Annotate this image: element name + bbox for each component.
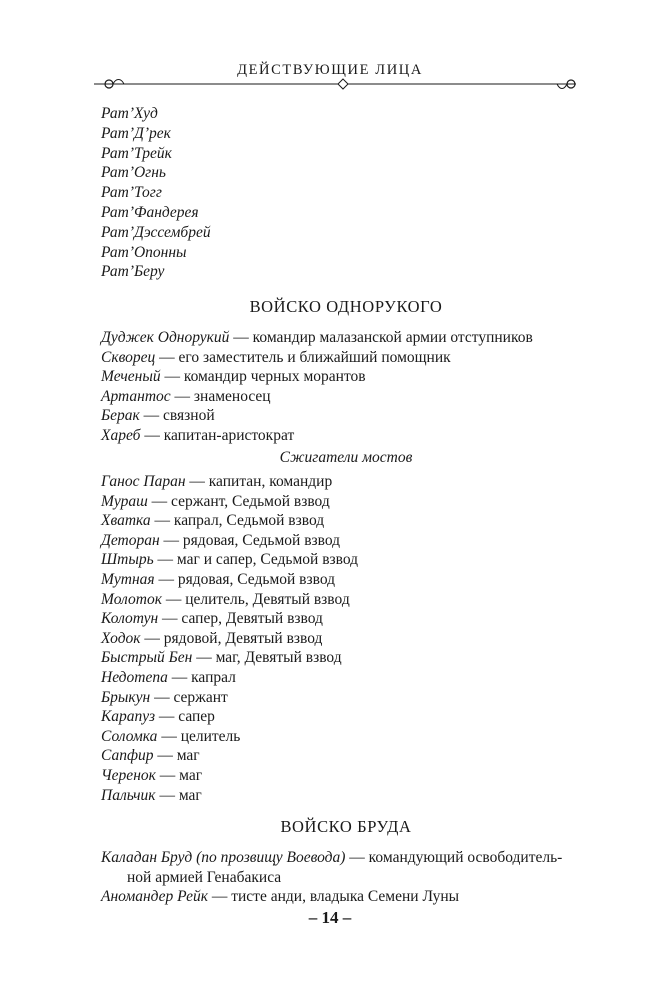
entry-name: Соломка bbox=[101, 727, 158, 745]
list-item bbox=[101, 668, 591, 688]
entry-desc: — знаменосец bbox=[170, 387, 271, 405]
list-item bbox=[101, 387, 591, 407]
entry-name: Мутная bbox=[101, 570, 155, 588]
entry-desc: — капитан, командир bbox=[185, 473, 333, 490]
subsection-title-bridgeburners: Сжигатели мостов bbox=[279, 449, 413, 466]
list-item bbox=[101, 766, 591, 786]
entry-desc: — маг, Девятый взвод bbox=[192, 649, 342, 667]
entry-name: Сапфир bbox=[101, 747, 154, 765]
entry-desc: — сапер, Девятый взвод bbox=[158, 610, 323, 628]
list-item bbox=[101, 348, 591, 368]
list-item bbox=[101, 590, 591, 610]
entry-name: Скворец bbox=[101, 348, 156, 366]
entry-name: Быстрый Бен bbox=[101, 649, 193, 667]
list-item bbox=[101, 609, 591, 629]
entry-desc: — рядовая, Седьмой взвод bbox=[159, 531, 341, 549]
list-item bbox=[101, 511, 591, 531]
onearm-entries bbox=[101, 328, 591, 446]
entry-desc: — целитель bbox=[157, 727, 241, 745]
entry-name: Мураш bbox=[101, 492, 148, 510]
section-title-onearm: ВОЙСКО ОДНОРУКОГО bbox=[249, 297, 443, 316]
list-item: Рат’Фандерея bbox=[101, 203, 199, 221]
entry-desc: — целитель, Девятый взвод bbox=[161, 590, 350, 608]
list-item bbox=[101, 688, 591, 708]
entry-name: Хареб bbox=[101, 426, 141, 444]
list-item: Рат’Худ bbox=[101, 105, 158, 122]
entry-desc: — маг bbox=[155, 786, 202, 804]
list-item bbox=[101, 629, 591, 649]
entry-desc: — командир черных морантов bbox=[160, 368, 366, 386]
entry-desc: — сержант bbox=[150, 688, 228, 706]
entry-desc: — рядовой, Девятый взвод bbox=[140, 629, 323, 647]
list-item bbox=[101, 550, 591, 570]
entry-name: Дуджек Однорукий bbox=[101, 329, 230, 346]
list-item: Рат’Д’рек bbox=[101, 124, 171, 142]
entry-desc: — его заместитель и ближайший помощник bbox=[155, 348, 451, 366]
list-item: Рат’Беру bbox=[101, 263, 165, 281]
list-item bbox=[101, 328, 591, 348]
entry-desc: — сапер bbox=[155, 708, 215, 726]
list-item bbox=[101, 727, 591, 747]
entry-desc: — связной bbox=[139, 407, 215, 425]
entry-name: Ходок bbox=[101, 629, 141, 647]
list-item bbox=[101, 492, 591, 512]
list-item-continuation: ной армией Генабакиса bbox=[127, 868, 282, 886]
bridgeburners-entries bbox=[101, 472, 591, 805]
entry-desc: — тисте анди, владыка Семени Луны bbox=[207, 888, 460, 906]
list-item bbox=[101, 707, 591, 727]
list-item: Рат’Тогг bbox=[101, 184, 162, 202]
entry-desc: — командир малазанской армии отступников bbox=[229, 329, 533, 346]
list-item bbox=[101, 406, 591, 426]
entry-name: Каладан Бруд (по прозвищу Воевода) bbox=[101, 849, 346, 866]
header-ornament-rule bbox=[0, 74, 660, 98]
list-item bbox=[101, 648, 591, 668]
entry-desc: — сержант, Седьмой взвод bbox=[147, 492, 330, 510]
entry-desc: — рядовая, Седьмой взвод bbox=[154, 570, 336, 588]
list-item bbox=[101, 426, 591, 446]
list-item bbox=[101, 848, 591, 868]
entry-name: Колотун bbox=[101, 610, 159, 628]
list-item bbox=[101, 746, 591, 766]
entry-desc: — командующий освободитель- bbox=[345, 849, 563, 866]
entry-desc: — капрал bbox=[167, 668, 236, 686]
list-item: Рат’Трейк bbox=[101, 144, 172, 162]
list-item bbox=[101, 570, 591, 590]
running-head: ДЕЙСТВУЮЩИЕ ЛИЦА bbox=[237, 62, 423, 78]
list-item: Рат’Опонны bbox=[101, 243, 187, 261]
list-item bbox=[101, 786, 591, 806]
entry-desc: — капрал, Седьмой взвод bbox=[150, 512, 325, 530]
entry-name: Хватка bbox=[101, 512, 151, 530]
entry-desc: — капитан-аристократ bbox=[140, 426, 295, 444]
entry-name: Деторан bbox=[101, 531, 160, 549]
entry-desc: — маг и сапер, Седьмой взвод bbox=[153, 551, 359, 569]
entry-name: Ганос Паран bbox=[101, 473, 186, 490]
center-diamond-ornament bbox=[338, 79, 348, 89]
entry-name: Берак bbox=[101, 407, 140, 425]
entry-name: Брыкун bbox=[101, 688, 151, 706]
list-item bbox=[101, 887, 591, 907]
entry-desc: — маг bbox=[155, 766, 203, 784]
entry-name: Черенок bbox=[101, 766, 156, 784]
entry-desc: — маг bbox=[153, 747, 200, 765]
rat-list bbox=[101, 104, 591, 282]
entry-name: Молоток bbox=[101, 590, 162, 608]
entry-name: Артантос bbox=[101, 387, 171, 405]
list-item bbox=[101, 531, 591, 551]
brood-entries bbox=[101, 848, 591, 907]
list-item bbox=[101, 367, 591, 387]
entry-name: Пальчик bbox=[101, 786, 156, 804]
entry-name: Аномандер Рейк bbox=[101, 888, 208, 906]
list-item bbox=[101, 472, 591, 492]
entry-name: Меченый bbox=[101, 368, 161, 386]
entry-name: Штырь bbox=[101, 551, 154, 569]
list-item: Рат’Дэссембрей bbox=[101, 223, 211, 241]
list-item: Рат’Огнь bbox=[101, 164, 166, 182]
page-number: – 14 – bbox=[308, 908, 352, 927]
section-title-brood: ВОЙСКО БРУДА bbox=[280, 817, 412, 836]
entry-name: Карапуз bbox=[101, 708, 156, 726]
entry-name: Недотепа bbox=[101, 668, 168, 686]
